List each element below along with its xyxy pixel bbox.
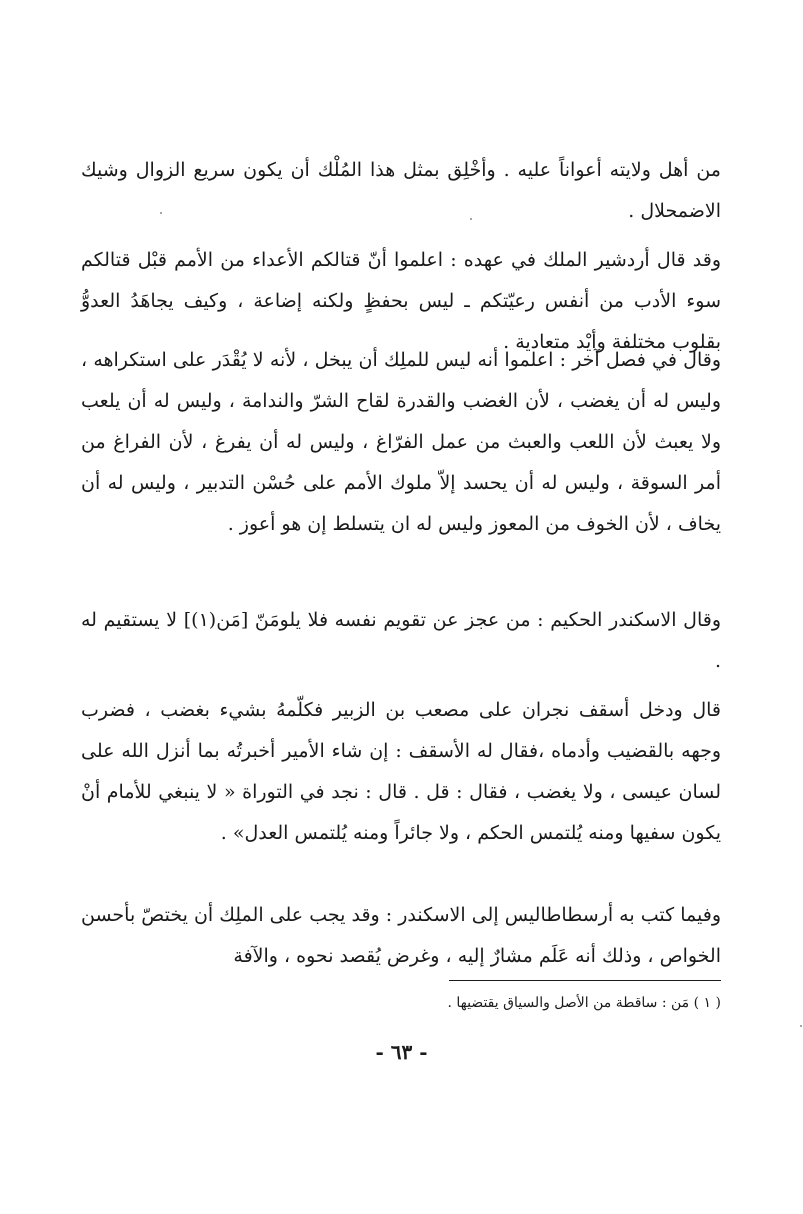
scan-speck (470, 218, 472, 220)
page-number: - ٦٣ - (375, 1040, 428, 1064)
scan-speck (800, 1025, 802, 1027)
paragraph-5: قال ودخل أسقف نجران على مصعب بن الزبير فكلّمهُ بشيء بغضب ، فضرب وجهه بالقضيب وأدماه ،فقال له الأسقف : إن شاء الأمير أخبرتُه بما أنزل الله على لسان عيسى ، ولا يغضب ، فقال : قل . قال : نجد في التوراة « لا ينبغي للأمام أنْ يكون سفيها ومنه يُلتمس الحكم ، ولا جائراً ومنه يُلتمس العدل» . (81, 699, 721, 844)
scan-speck (160, 212, 162, 214)
paragraph-6: وفيما كتب به أرسطاطاليس إلى الاسكندر : وقد يجب على الملِك أن يختصّ بأحسن الخواص ، وذلك أنه عَلَم مشارٌ إليه ، وغرض يُقصد نحوه ، والآفة (81, 904, 721, 967)
paragraph-2: وقد قال أردشير الملك في عهده : اعلموا أنّ قتالكم الأعداء من الأمم قبْل قتالكم سوء الأدب من أنفس رعيّتكم ـ ليس بحفظٍ ولكنه إضاعة ، وكيف يجاهَدُ العدوُّ بقلوب مختلفة وأيْد متعادية . (81, 249, 721, 353)
paragraph-3: وقال في فصل آخر : اعلموا أنه ليس للملِك أن يبخل ، لأنه لا يُقْدَر على استكراهه ، وليس له أن يغضب ، لأن الغضب والقدرة لقاح الشرّ والندامة ، وليس له أن يلعب ولا يعبث لأن اللعب والعبث من عمل الفرّاغ ، وليس له أن يفرغ ، لأن الفراغ من أمر السوقة ، وليس له أن يحسد إلاّ ملوك الأمم على حُسْن التدبير ، وليس له أن يخاف ، لأن الخوف من المعوز وليس له ان يتسلط إن هو أعوز . (81, 349, 721, 535)
paragraph-1: من أهل ولايته أعواناً عليه . وأخْلِق بمثل هذا المُلْك أن يكون سريع الزوال وشيك الاضمحلال . (81, 159, 721, 222)
footnote: ( ١ ) مَن : ساقطة من الأصل والسياق يقتضيها . (447, 995, 721, 1011)
paragraph-4: وقال الاسكندر الحكيم : من عجز عن تقويم نفسه فلا يلومَنّ [مَن(١)] لا يستقيم له . (81, 609, 722, 672)
footnote-divider (449, 980, 721, 981)
